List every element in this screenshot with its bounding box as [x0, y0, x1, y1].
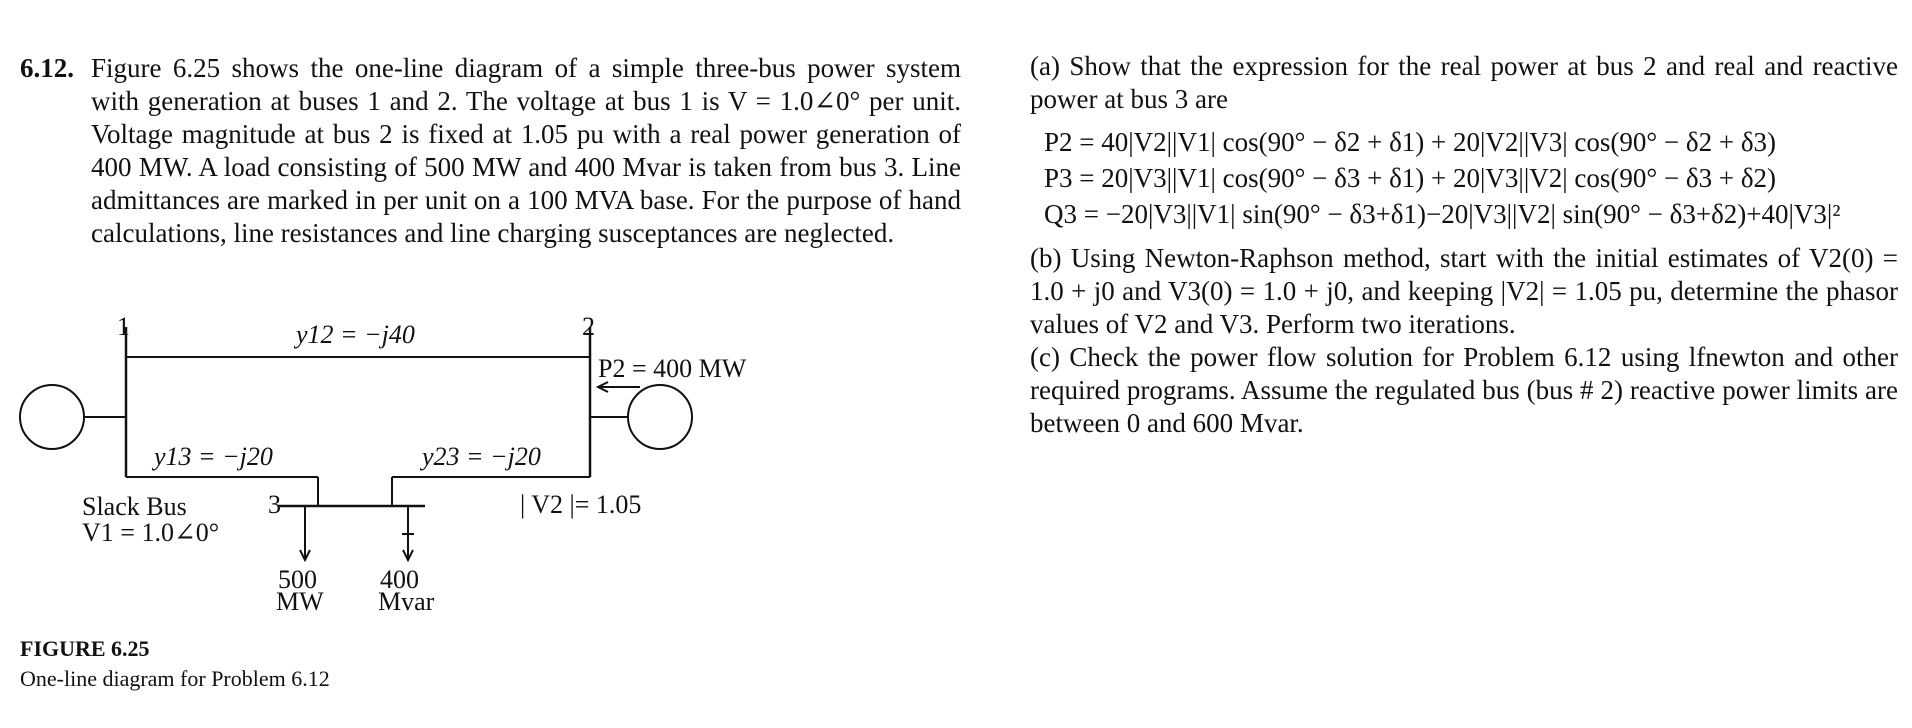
- bus-1-label: 1: [117, 312, 130, 341]
- y23-label: y23 = −j20: [422, 442, 541, 471]
- load-p-unit: MW: [276, 587, 324, 616]
- load-q-value: 400: [380, 565, 419, 594]
- p2-label: P2 = 400 MW: [598, 354, 747, 383]
- problem-statement: Figure 6.25 shows the one-line diagram of a simple three-bus power system with generation at buses 1 and 2. The voltage at bus 1 is V = 1.0∠0° per unit. Voltage magnitude at bus 2 is fixed at 1.05 pu with a real power generation of 400 MW. A load consisting of 500 MW and 400 Mvar is taken from bus 3. Line admittances are marked in per unit on a 100 MVA base. For the purpose of hand calculations, line resistances and line charging susceptances are neglected.: [91, 53, 961, 248]
- equation-q3: Q3 = −20|V3||V1| sin(90° − δ3+δ1)−20|V3||V2| sin(90° − δ3+δ2)+40|V3|²: [1044, 199, 1841, 229]
- part-a-equations: [1044, 124, 1898, 232]
- question-parts: [1030, 50, 1898, 440]
- part-c-text: (c) Check the power flow solution for Problem 6.12 using lfnewton and other required programs. Assume the regulated bus (bus # 2) reactive power limits are between 0 and 600 Mvar.: [1030, 342, 1898, 438]
- generator-2-icon: [628, 385, 692, 449]
- equation-p3: P3 = 20|V3||V1| cos(90° − δ3 + δ1) + 20|V3||V2| cos(90° − δ3 + δ2): [1044, 163, 1777, 193]
- bus-3-label: 3: [268, 490, 281, 519]
- y13-label: y13 = −j20: [154, 442, 273, 471]
- slack-voltage-label: V1 = 1.0∠0°: [82, 518, 220, 547]
- v2-label: | V2 |= 1.05: [520, 490, 642, 519]
- part-b-text: (b) Using Newton-Raphson method, start with the initial estimates of V2(0) = 1.0 + j0 and V3(0) = 1.0 + j0, and keeping |V2| = 1.05 pu, determine the phasor values of V2 and V3. Perform two iterations.: [1030, 243, 1898, 339]
- load-q-unit: Mvar: [378, 587, 435, 616]
- slack-bus-label: Slack Bus: [82, 492, 187, 521]
- figure-caption-title: FIGURE 6.25: [20, 636, 150, 661]
- equation-p2: P2 = 40|V2||V1| cos(90° − δ2 + δ1) + 20|V2||V3| cos(90° − δ2 + δ3): [1044, 127, 1777, 157]
- y12-label: y12 = −j40: [296, 320, 415, 349]
- figure-caption-text: One-line diagram for Problem 6.12: [20, 666, 330, 691]
- load-p-value: 500: [278, 565, 317, 594]
- bus-2-label: 2: [582, 312, 595, 341]
- generator-1-icon: [20, 385, 84, 449]
- problem-number: 6.12.: [20, 53, 74, 83]
- part-a-intro: (a) Show that the expression for the real power at bus 2 and real and reactive power at bus 3 are: [1030, 51, 1898, 114]
